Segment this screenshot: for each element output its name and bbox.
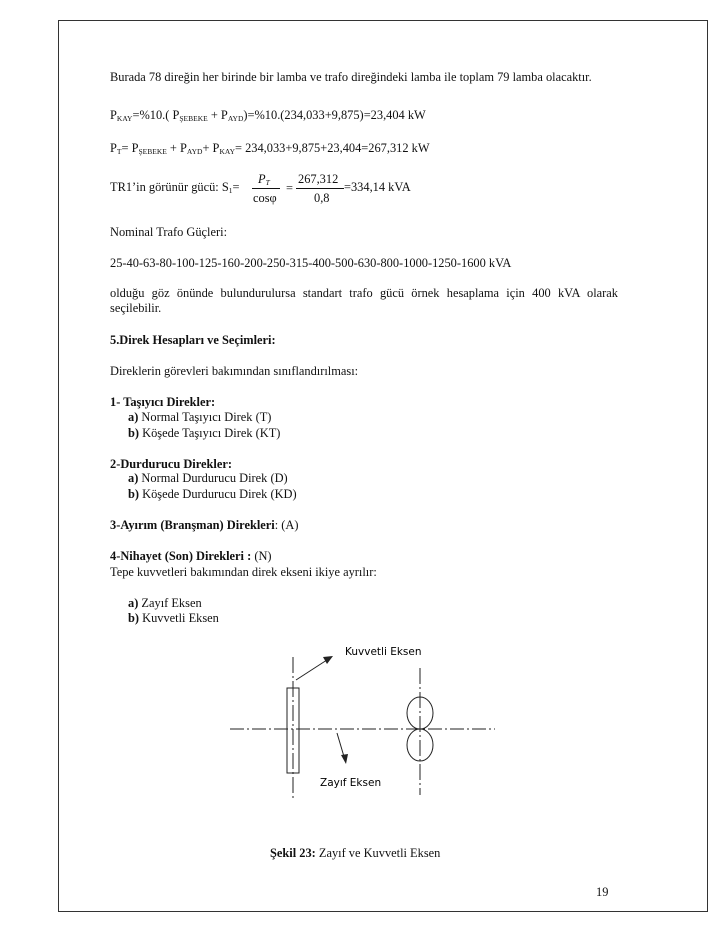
axes-intro: Tepe kuvvetleri bakımından direk ekseni ikiye ayrılır: xyxy=(110,565,377,579)
group-2-item-b: b) Köşede Durdurucu Direk (KD) xyxy=(128,487,297,501)
section-title: 5.Direk Hesapları ve Seçimleri: xyxy=(110,333,276,347)
nominal-title: Nominal Trafo Güçleri: xyxy=(110,225,228,239)
group-1-item-a: a) Normal Taşıyıcı Direk (T) xyxy=(128,410,272,424)
strong-axis-arrowhead xyxy=(323,656,333,664)
formula-p-kay: $P_{KAY}=\%10$.( $P_{ŞEBEKE} + P_{AYD})=\%10.(234,033+9,875)=23,404$ kW xyxy=(110,108,426,123)
group-1-item-b: b) Köşede Taşıyıcı Direk (KT) xyxy=(128,426,281,440)
figure-caption: Şekil 23: Zayıf ve Kuvvetli Eksen xyxy=(270,846,441,860)
group-3: 3-Ayırım (Branşman) Direkleri: (A) xyxy=(110,518,299,532)
group-2-item-a: a) Normal Durdurucu Direk (D) xyxy=(128,471,288,485)
paragraph-lamps: Burada 78 direğin her birinde bir lamba ve trafo direğindeki lamba ile toplam 79 lamba olacaktır. xyxy=(110,70,592,84)
axis-item-a: a) Zayıf Eksen xyxy=(128,596,202,610)
strong-axis-label: Kuvvetli Eksen xyxy=(345,646,422,658)
formula-p-total: $P_T= P_{ŞEBEKE} + P_{AYD}+ P_{KAY}= 234,033+9,875+23,404=267,312$ kW xyxy=(110,141,430,156)
axis-item-b: b) Kuvvetli Eksen xyxy=(128,611,219,625)
weak-axis-label: Zayıf Eksen xyxy=(320,777,382,789)
paragraph-selection: olduğu göz önünde bulundurulursa standart trafo gücü örnek hesaplama için 400 kVA olarak seçilebilir. xyxy=(110,286,618,315)
group-4: 4-Nihayet (Son) Direkleri : (N) xyxy=(110,549,272,563)
classification-intro: Direklerin görevleri bakımından sınıflandırılması: xyxy=(110,364,359,378)
nominal-values: 25-40-63-80-100-125-160-200-250-315-400-500-630-800-1000-1250-1600 kVA xyxy=(110,256,512,270)
strong-axis-arrow-line xyxy=(296,658,330,680)
page-number: 19 xyxy=(596,885,609,899)
weak-axis-arrowhead xyxy=(341,754,348,764)
group-2-title: 2-Durdurucu Direkler: xyxy=(110,457,232,471)
group-1-title: 1- Taşıyıcı Direkler: xyxy=(110,395,216,409)
